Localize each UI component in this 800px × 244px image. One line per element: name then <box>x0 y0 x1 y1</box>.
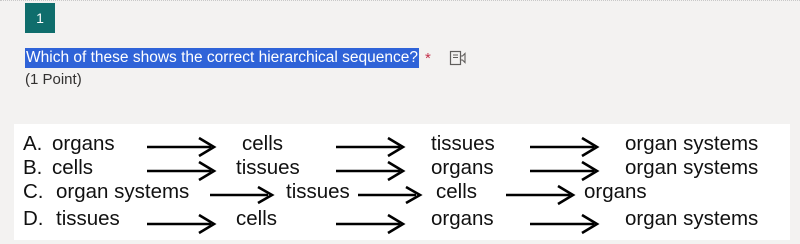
required-asterisk: * <box>425 49 431 67</box>
term-1: tissues <box>56 207 120 230</box>
answer-row-c <box>14 179 790 205</box>
option-letter: C. <box>23 180 44 203</box>
option-letter: B. <box>23 156 43 179</box>
term-1: cells <box>52 156 94 179</box>
term-2: cells <box>236 207 278 230</box>
arrow-right-icon <box>358 181 428 207</box>
term-4: organ systems <box>625 132 759 155</box>
question-number-badge: 1 <box>25 3 55 33</box>
term-1: organ systems <box>56 180 190 203</box>
term-2: cells <box>242 132 284 155</box>
term-3: organs <box>431 156 494 179</box>
arrow-right-icon <box>336 210 406 236</box>
term-3: tissues <box>431 132 495 155</box>
term-1: organs <box>52 132 115 155</box>
answer-row-a <box>14 131 790 157</box>
immersive-reader-icon[interactable] <box>449 49 467 67</box>
answer-row-d <box>14 206 790 232</box>
term-4: organs <box>584 180 647 203</box>
top-dotted-border <box>0 0 800 1</box>
answer-row-b <box>14 155 790 181</box>
option-letter: D. <box>23 207 44 230</box>
term-2: tissues <box>286 180 350 203</box>
option-letter: A. <box>23 132 43 155</box>
arrow-right-icon <box>506 181 576 207</box>
term-3: organs <box>431 207 494 230</box>
term-2: tissues <box>236 156 300 179</box>
arrow-right-icon <box>530 210 600 236</box>
question-points: (1 Point) <box>25 71 82 88</box>
arrow-right-icon <box>147 210 217 236</box>
arrow-right-icon <box>210 181 280 207</box>
term-3: cells <box>436 180 478 203</box>
term-4: organ systems <box>625 156 759 179</box>
term-4: organ systems <box>625 207 759 230</box>
answer-options-image <box>14 124 790 240</box>
question-title-line <box>25 47 467 69</box>
question-text: Which of these shows the correct hierarchical sequence? <box>26 49 419 66</box>
